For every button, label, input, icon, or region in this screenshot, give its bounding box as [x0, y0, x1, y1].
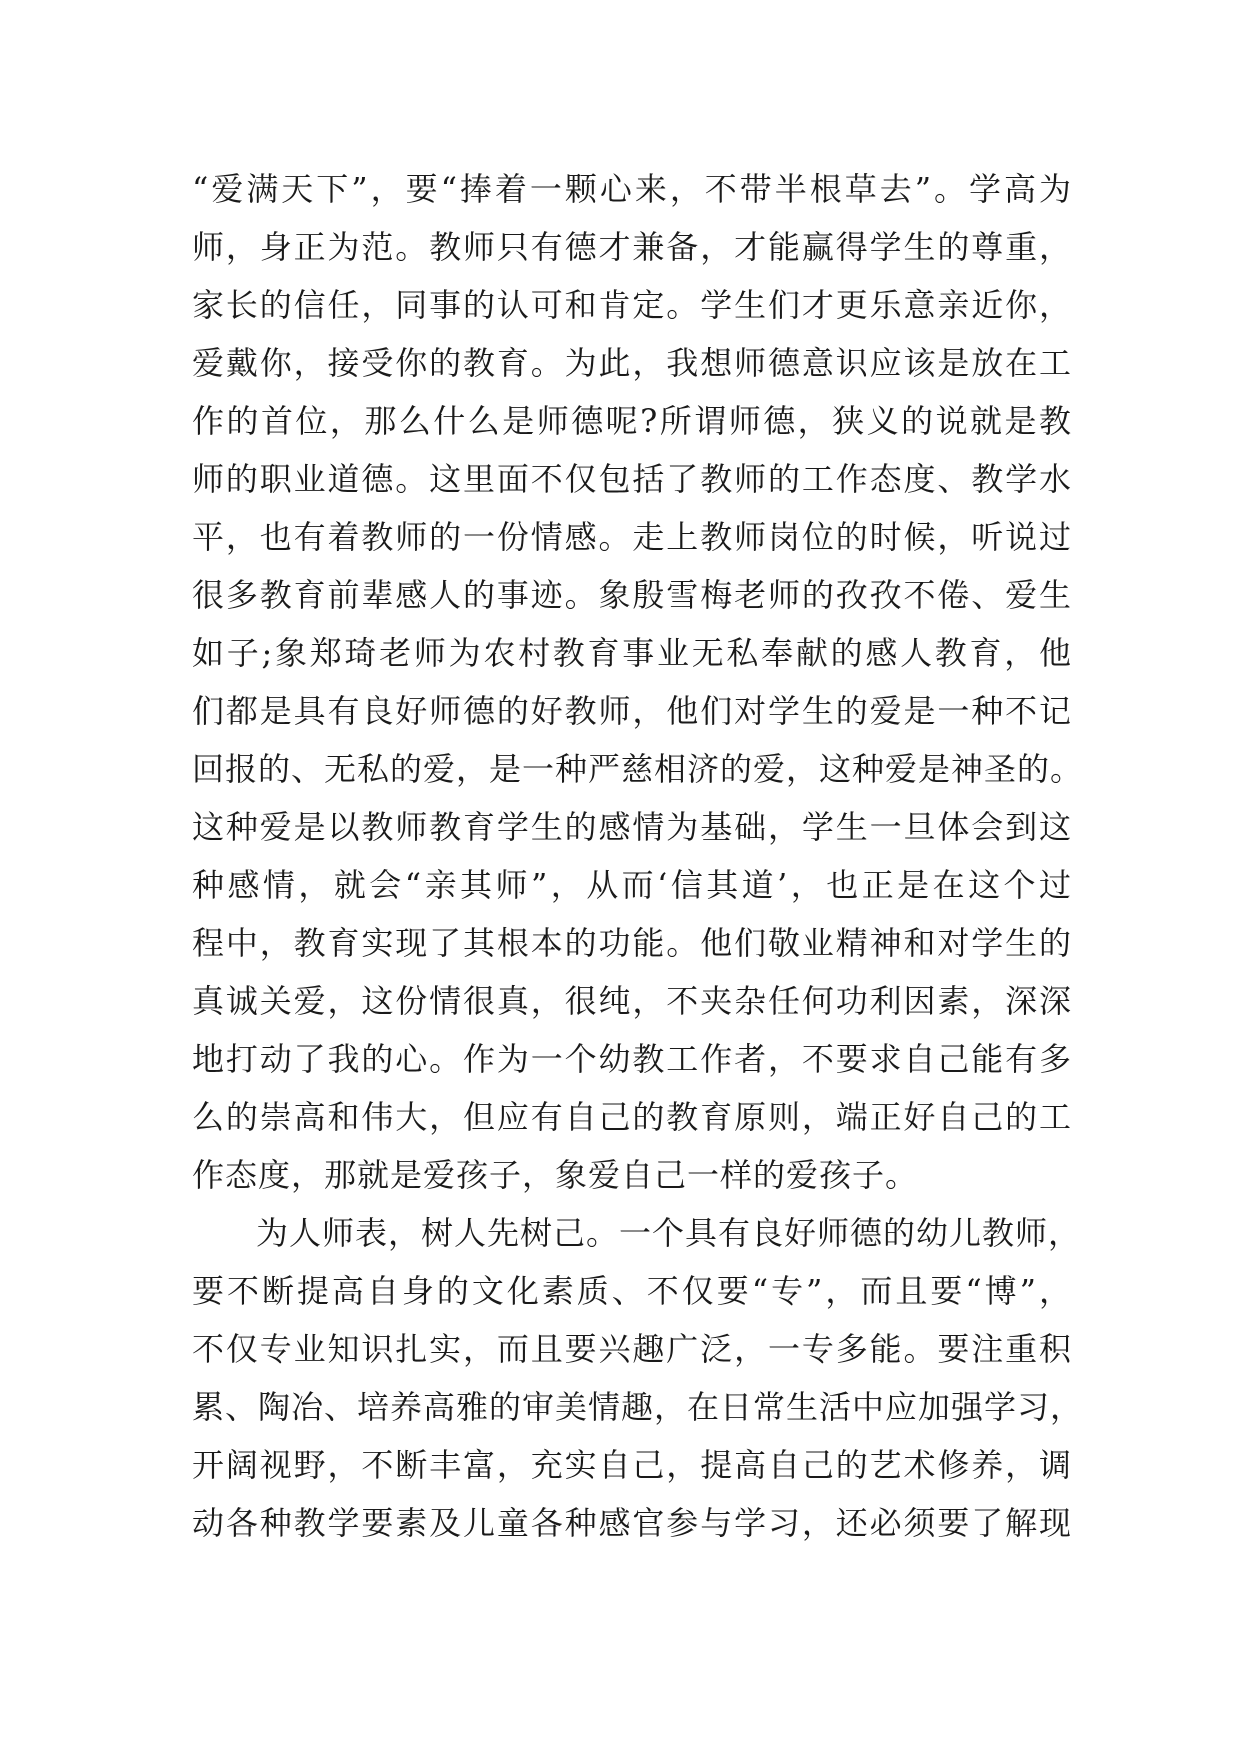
text-line: 师的职业道德。这里面不仅包括了教师的工作态度、教学水 — [192, 460, 1072, 498]
text-line: 师，身正为范。教师只有德才兼备，才能赢得学生的尊重， — [192, 228, 1072, 266]
text-line: 累、陶冶、培养高雅的审美情趣，在日常生活中应加强学习， — [192, 1388, 1084, 1426]
text-line: 平，也有着教师的一份情感。走上教师岗位的时候，听说过 — [192, 518, 1072, 556]
text-line: 这种爱是以教师教育学生的感情为基础，学生一旦体会到这 — [192, 808, 1072, 846]
text-line: 要不断提高自身的文化素质、不仅要“专”，而且要“博”， — [192, 1272, 1072, 1310]
text-line: 作的首位，那么什么是师德呢?所谓师德，狭义的说就是教 — [192, 402, 1072, 440]
text-line: 回报的、无私的爱，是一种严慈相济的爱，这种爱是神圣的。 — [192, 750, 1084, 788]
text-line: “爱满天下”，要“捧着一颗心来，不带半根草去”。学高为 — [192, 170, 1072, 208]
text-line: 作态度，那就是爱孩子，象爱自己一样的爱孩子。 — [192, 1156, 919, 1194]
paragraph-2 — [192, 1204, 1084, 1552]
text-line: 家长的信任，同事的认可和肯定。学生们才更乐意亲近你， — [192, 286, 1072, 324]
text-line: 地打动了我的心。作为一个幼教工作者，不要求自己能有多 — [192, 1040, 1072, 1078]
text-line: 动各种教学要素及儿童各种感官参与学习，还必须要了解现 — [192, 1504, 1072, 1542]
text-line: 很多教育前辈感人的事迹。象殷雪梅老师的孜孜不倦、爱生 — [192, 576, 1072, 614]
body-text — [192, 160, 1084, 1552]
text-line: 么的崇高和伟大，但应有自己的教育原则，端正好自己的工 — [192, 1098, 1072, 1136]
text-line: 如子;象郑琦老师为农村教育事业无私奉献的感人教育，他 — [192, 634, 1072, 672]
text-line: 为人师表，树人先树己。一个具有良好师德的幼儿教师， — [256, 1214, 1082, 1252]
text-line: 种感情，就会“亲其师”，从而‘信其道’，也正是在这个过 — [192, 866, 1072, 904]
text-line: 真诚关爱，这份情很真，很纯，不夹杂任何功利因素，深深 — [192, 982, 1072, 1020]
text-line: 开阔视野，不断丰富，充实自己，提高自己的艺术修养，调 — [192, 1446, 1072, 1484]
text-line: 们都是具有良好师德的好教师，他们对学生的爱是一种不记 — [192, 692, 1072, 730]
text-line: 爱戴你，接受你的教育。为此，我想师德意识应该是放在工 — [192, 344, 1072, 382]
paragraph-1 — [192, 160, 1084, 1204]
text-line: 程中，教育实现了其根本的功能。他们敬业精神和对学生的 — [192, 924, 1072, 962]
text-line: 不仅专业知识扎实，而且要兴趣广泛，一专多能。要注重积 — [192, 1330, 1072, 1368]
